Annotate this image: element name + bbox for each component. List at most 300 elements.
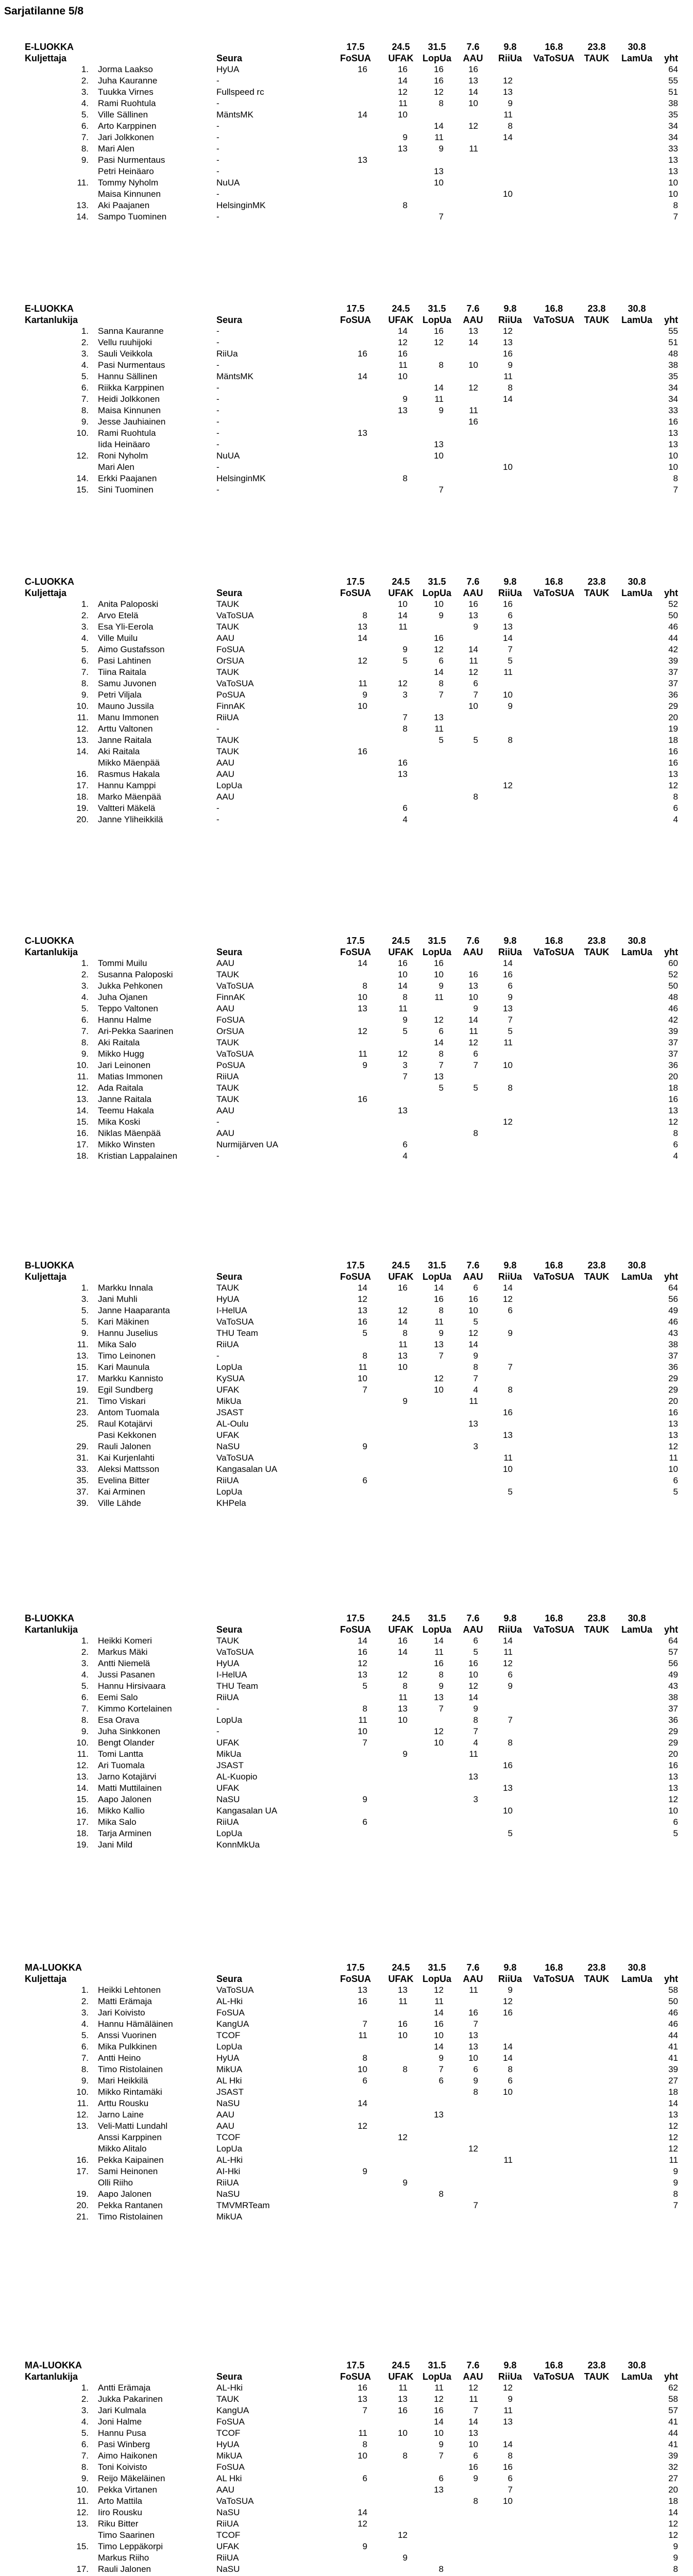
position: 6.	[81, 1692, 89, 1702]
competitor-club: FoSUA	[216, 2462, 245, 2472]
event-points: 11	[358, 2030, 367, 2040]
competitor-club: Kangasalan UA	[216, 1806, 278, 1816]
total-points: 41	[668, 2439, 678, 2449]
event-club-header: RiiUa	[498, 947, 522, 957]
standings-row	[0, 155, 693, 166]
event-points: 8	[473, 2087, 478, 2097]
competitor-club: -	[216, 485, 219, 495]
standings-row	[0, 1396, 693, 1407]
standings-row	[0, 1817, 693, 1828]
event-points: 5	[402, 1026, 408, 1036]
total-points: 29	[668, 1738, 678, 1748]
standings-row	[0, 1828, 693, 1839]
event-points: 13	[398, 769, 408, 779]
event-points: 16	[503, 349, 513, 359]
competitor-club: LopUa	[216, 1362, 243, 1372]
total-points: 49	[668, 1670, 678, 1680]
club-column-header: Seura	[216, 1624, 243, 1635]
position: 3.	[81, 1658, 89, 1668]
total-points: 7	[673, 212, 678, 222]
event-club-header: AAU	[463, 315, 483, 325]
competitor-name: Janne Haaparanta	[98, 1306, 170, 1315]
position: 21.	[76, 2212, 89, 2222]
event-points: 10	[468, 1670, 478, 1680]
event-points: 9	[508, 2394, 513, 2404]
total-points: 42	[668, 1015, 678, 1025]
competitor-name: Egil Sundberg	[98, 1385, 153, 1395]
section-header-columns	[0, 314, 693, 326]
event-points: 12	[398, 1670, 408, 1680]
event-points: 8	[438, 679, 444, 688]
total-points: 14	[668, 2098, 678, 2108]
event-points: 10	[434, 2428, 444, 2438]
standings-row	[0, 1692, 693, 1703]
position: 3.	[81, 981, 89, 991]
standings-row	[0, 1749, 693, 1760]
competitor-name: Markku Kannisto	[98, 1374, 163, 1383]
event-points: 11	[434, 394, 444, 404]
standings-row	[0, 1839, 693, 1851]
competitor-name: Mikko Mäenpää	[98, 758, 160, 768]
event-points: 14	[398, 326, 408, 336]
standings-row	[0, 1737, 693, 1749]
competitor-club: LopUa	[216, 2042, 243, 2052]
event-club-header: UFAK	[388, 315, 414, 325]
standings-row	[0, 1635, 693, 1647]
competitor-name: Tiina Raitala	[98, 667, 146, 677]
standings-row	[0, 723, 693, 735]
event-points: 11	[503, 110, 513, 120]
standings-row	[0, 2166, 693, 2177]
event-points: 7	[438, 212, 444, 222]
standings-row	[0, 473, 693, 484]
event-points: 8	[362, 2053, 367, 2063]
event-points: 7	[438, 1704, 444, 1714]
event-points: 12	[468, 383, 478, 393]
position: 3.	[81, 2405, 89, 2415]
competitor-club: -	[216, 132, 219, 142]
standings-row	[0, 1060, 693, 1071]
standings-row	[0, 2473, 693, 2484]
standings-row	[0, 746, 693, 757]
date-header: 31.5	[428, 42, 446, 52]
competitor-name: Arto Mattila	[98, 2496, 142, 2506]
total-points: 27	[668, 2473, 678, 2483]
event-points: 13	[503, 337, 513, 347]
event-points: 9	[508, 98, 513, 108]
event-points: 8	[438, 2564, 444, 2574]
standings-row	[0, 678, 693, 689]
position: 4.	[81, 98, 89, 108]
competitor-name: Tuukka Virnes	[98, 87, 154, 97]
event-points: 13	[398, 1704, 408, 1714]
event-points: 6	[508, 2473, 513, 2483]
standings-row	[0, 655, 693, 667]
event-points: 14	[468, 1340, 478, 1349]
event-points: 7	[362, 2019, 367, 2029]
date-header: 17.5	[346, 1962, 365, 1973]
position: 8.	[81, 2064, 89, 2074]
competitor-name: Juha Ojanen	[98, 992, 148, 1002]
position: 17.	[76, 781, 89, 790]
standings-row	[0, 1037, 693, 1048]
standings-row	[0, 2109, 693, 2121]
event-points: 16	[434, 1294, 444, 1304]
event-points: 16	[398, 1636, 408, 1646]
event-points: 8	[473, 1715, 478, 1725]
event-points: 9	[362, 1442, 367, 1451]
total-points: 5	[673, 1828, 678, 1838]
competitor-club: HyUA	[216, 2439, 240, 2449]
standings-row	[0, 2394, 693, 2405]
total-points: 49	[668, 1306, 678, 1315]
competitor-name: Esa Yli-Eerola	[98, 622, 154, 632]
event-points: 10	[468, 2439, 478, 2449]
event-points: 9	[402, 1396, 408, 1406]
event-club-header: AAU	[463, 1974, 483, 1984]
competitor-name: Ari-Pekka Saarinen	[98, 1026, 174, 1036]
event-points: 9	[438, 144, 444, 154]
standings-row	[0, 2177, 693, 2189]
competitor-club: NaSU	[216, 2507, 240, 2517]
standings-section	[0, 1962, 693, 2223]
total-points: 42	[668, 645, 678, 654]
competitor-name: Timo Viskari	[98, 1396, 146, 1406]
position: 31.	[76, 1453, 89, 1463]
competitor-name: Kari Mäkinen	[98, 1317, 149, 1327]
event-points: 9	[473, 1704, 478, 1714]
event-points: 13	[468, 76, 478, 86]
event-points: 10	[398, 599, 408, 609]
total-points: 13	[668, 2110, 678, 2120]
competitor-club: RiiUA	[216, 1340, 239, 1349]
competitor-club: -	[216, 815, 219, 824]
date-header: 31.5	[428, 936, 446, 946]
position: 3.	[81, 1294, 89, 1304]
competitor-club: FinnAK	[216, 992, 245, 1002]
class-name: C-LUOKKA	[25, 577, 74, 587]
event-points: 13	[358, 155, 367, 165]
competitor-name: Timo Ristolainen	[98, 2212, 163, 2222]
event-points: 8	[438, 1049, 444, 1059]
event-points: 9	[402, 1015, 408, 1025]
event-club-header: UFAK	[388, 1974, 414, 1984]
event-points: 8	[508, 1083, 513, 1093]
position: 1.	[81, 326, 89, 336]
event-points: 9	[473, 622, 478, 632]
position: 10.	[76, 2087, 89, 2097]
competitor-name: Mikko Kallio	[98, 1806, 145, 1816]
competitor-club: -	[216, 428, 219, 438]
event-points: 10	[503, 1806, 513, 1816]
competitor-club: HyUA	[216, 64, 240, 74]
competitor-name: Matias Immonen	[98, 1072, 163, 1081]
competitor-club: AAU	[216, 1004, 234, 1013]
event-points: 4	[473, 1738, 478, 1748]
event-points: 13	[434, 166, 444, 176]
competitor-club: RiiUA	[216, 2178, 239, 2188]
event-points: 16	[503, 1408, 513, 1417]
event-points: 11	[434, 132, 444, 142]
event-points: 6	[438, 2076, 444, 2086]
standings-row	[0, 1305, 693, 1316]
competitor-club: TAUK	[216, 747, 240, 756]
event-points: 16	[398, 64, 408, 74]
standings-section	[0, 1260, 693, 1509]
competitor-name: Anssi Karppinen	[98, 2132, 162, 2142]
event-points: 9	[402, 2553, 408, 2563]
event-points: 12	[398, 1306, 408, 1315]
event-points: 16	[358, 1094, 367, 1104]
total-points: 12	[668, 1794, 678, 1804]
event-points: 10	[398, 371, 408, 381]
competitor-club: JSAST	[216, 1760, 244, 1770]
event-club-header: FoSUA	[340, 315, 371, 325]
event-points: 11	[434, 1996, 444, 2006]
total-points: 18	[668, 2496, 678, 2506]
event-club-header: VaToSUA	[533, 947, 574, 957]
total-points: 12	[668, 781, 678, 790]
event-points: 14	[434, 1636, 444, 1646]
competitor-name: Jarno Kotajärvi	[98, 1772, 157, 1782]
section-header-columns	[0, 53, 693, 64]
event-points: 12	[358, 2121, 367, 2131]
event-points: 9	[508, 1328, 513, 1338]
position: 9.	[81, 1328, 89, 1338]
total-points: 58	[668, 1985, 678, 1995]
competitor-name: Hannu Sällinen	[98, 371, 158, 381]
date-header: 16.8	[545, 1613, 563, 1623]
competitor-name: Jarno Laine	[98, 2110, 144, 2120]
standings-row	[0, 2428, 693, 2439]
competitor-club: -	[216, 1151, 219, 1161]
event-points: 6	[508, 2076, 513, 2086]
position: 13.	[76, 200, 89, 210]
standings-section	[0, 303, 693, 496]
event-points: 10	[434, 1385, 444, 1395]
standings-row	[0, 2098, 693, 2109]
competitor-name: Petri Heinäaro	[98, 166, 154, 176]
event-points: 5	[508, 656, 513, 666]
event-points: 14	[468, 1015, 478, 1025]
competitor-club: THU Team	[216, 1681, 258, 1691]
event-points: 13	[398, 144, 408, 154]
event-club-header: VaToSUA	[533, 1272, 574, 1282]
competitor-name: Aapo Jalonen	[98, 2189, 151, 2199]
total-points: 29	[668, 701, 678, 711]
event-points: 11	[398, 98, 408, 108]
class-name: C-LUOKKA	[25, 936, 74, 946]
event-points: 12	[434, 87, 444, 97]
position: 25.	[76, 1419, 89, 1429]
event-points: 10	[398, 110, 408, 120]
position: 2.	[81, 611, 89, 620]
total-points: 44	[668, 2030, 678, 2040]
total-points: 48	[668, 992, 678, 1002]
competitor-club: LopUa	[216, 1487, 243, 1497]
competitor-name: Aapo Jalonen	[98, 1794, 151, 1804]
standings-row	[0, 143, 693, 155]
competitor-name: Kai Arminen	[98, 1487, 145, 1497]
event-club-header: AAU	[463, 2371, 483, 2382]
standings-row	[0, 2143, 693, 2155]
event-points: 11	[503, 1038, 513, 1047]
class-name: MA-LUOKKA	[25, 2360, 82, 2370]
event-points: 14	[434, 667, 444, 677]
date-header: 17.5	[346, 2360, 365, 2370]
section-header-columns	[0, 1271, 693, 1282]
competitor-club: -	[216, 1704, 219, 1714]
event-points: 9	[402, 645, 408, 654]
total-points: 27	[668, 2076, 678, 2086]
event-points: 12	[434, 1726, 444, 1736]
position: 14.	[76, 212, 89, 222]
event-points: 7	[438, 2451, 444, 2461]
competitor-name: Arttu Rousku	[98, 2098, 149, 2108]
total-points: 10	[668, 462, 678, 472]
total-points: 51	[668, 337, 678, 347]
competitor-name: Mikko Alitalo	[98, 2144, 147, 2154]
position: 16.	[76, 769, 89, 779]
class-name: E-LUOKKA	[25, 42, 74, 52]
total-points: 20	[668, 1072, 678, 1081]
competitor-club: HyUA	[216, 2053, 240, 2063]
competitor-name: Aki Paajanen	[98, 200, 150, 210]
event-points: 11	[503, 667, 513, 677]
competitor-club: HelsinginMK	[216, 473, 266, 483]
competitor-name: Heikki Lehtonen	[98, 1985, 161, 1995]
event-points: 6	[402, 1140, 408, 1149]
competitor-name: Valtteri Mäkelä	[98, 803, 156, 813]
event-points: 16	[358, 1317, 367, 1327]
event-points: 14	[468, 2417, 478, 2427]
competitor-name: Pasi Kekkonen	[98, 1430, 157, 1440]
event-points: 12	[434, 1374, 444, 1383]
position: 5.	[81, 1681, 89, 1691]
event-points: 16	[468, 2008, 478, 2018]
event-club-header: LopUa	[422, 1272, 451, 1282]
total-points: 20	[668, 713, 678, 722]
competitor-name: Rauli Jalonen	[98, 2564, 151, 2574]
event-points: 8	[438, 98, 444, 108]
total-points: 34	[668, 132, 678, 142]
event-points: 8	[473, 1128, 478, 1138]
position: 12.	[76, 1083, 89, 1093]
event-points: 13	[503, 87, 513, 97]
event-points: 9	[438, 611, 444, 620]
competitor-name: Aki Raitala	[98, 747, 140, 756]
competitor-club: LopUa	[216, 1828, 243, 1838]
competitor-name: Markus Riiho	[98, 2553, 149, 2563]
competitor-club: -	[216, 417, 219, 427]
total-points: 50	[668, 981, 678, 991]
event-points: 13	[358, 1306, 367, 1315]
total-points: 16	[668, 1094, 678, 1104]
total-points: 35	[668, 371, 678, 381]
competitor-name: Mikko Winsten	[98, 1140, 155, 1149]
event-points: 9	[473, 2076, 478, 2086]
total-points: 9	[673, 2178, 678, 2188]
event-points: 7	[473, 1726, 478, 1736]
event-points: 13	[503, 1004, 513, 1013]
standings-row	[0, 1373, 693, 1384]
position: 16.	[76, 2155, 89, 2165]
event-points: 7	[473, 2405, 478, 2415]
event-points: 14	[434, 1283, 444, 1293]
event-points: 9	[438, 2439, 444, 2449]
standings-section	[0, 935, 693, 1162]
position: 13.	[76, 1772, 89, 1782]
position: 1.	[81, 2383, 89, 2393]
event-points: 16	[434, 2405, 444, 2415]
competitor-club: THU Team	[216, 1328, 258, 1338]
event-points: 13	[434, 439, 444, 449]
event-club-header: FoSUA	[340, 53, 371, 63]
standings-row	[0, 791, 693, 803]
standings-row	[0, 1116, 693, 1128]
standings-row	[0, 2564, 693, 2575]
competitor-name: Heikki Komeri	[98, 1636, 152, 1646]
event-points: 14	[434, 121, 444, 131]
event-points: 12	[358, 1658, 367, 1668]
competitor-club: TMVMRTeam	[216, 2200, 270, 2210]
competitor-club: I-HelUA	[216, 1306, 247, 1315]
event-club-header: TAUK	[584, 53, 610, 63]
competitor-name: Jani Mild	[98, 1840, 133, 1850]
total-column-header: yht	[664, 947, 678, 957]
date-header: 30.8	[628, 1613, 646, 1623]
event-points: 12	[468, 121, 478, 131]
event-points: 10	[358, 992, 367, 1002]
total-points: 11	[669, 2155, 678, 2165]
competitor-club: -	[216, 326, 219, 336]
total-points: 12	[668, 2530, 678, 2540]
role-name: Kuljettaja	[25, 1974, 67, 1984]
event-points: 7	[438, 2064, 444, 2074]
position: 8.	[81, 1038, 89, 1047]
total-points: 12	[668, 2132, 678, 2142]
competitor-club: NaSU	[216, 2189, 240, 2199]
event-club-header: LamUa	[621, 1272, 653, 1282]
competitor-club: PoSUA	[216, 1060, 245, 1070]
competitor-name: Kai Kurjenlahti	[98, 1453, 155, 1463]
competitor-name: Kari Maunula	[98, 1362, 150, 1372]
total-points: 19	[668, 724, 678, 734]
date-header: 31.5	[428, 1613, 446, 1623]
event-points: 3	[473, 1442, 478, 1451]
standings-row	[0, 64, 693, 75]
total-points: 39	[668, 1026, 678, 1036]
date-header: 30.8	[628, 1962, 646, 1973]
total-points: 13	[668, 155, 678, 165]
date-header: 17.5	[346, 1613, 365, 1623]
competitor-club: KonnMkUa	[216, 1840, 260, 1850]
event-points: 9	[438, 405, 444, 415]
event-points: 12	[434, 337, 444, 347]
event-points: 8	[508, 2064, 513, 2074]
date-header: 7.6	[466, 2360, 480, 2370]
event-points: 14	[503, 958, 513, 968]
event-points: 13	[468, 611, 478, 620]
event-points: 12	[503, 76, 513, 86]
event-points: 11	[503, 2155, 513, 2165]
event-points: 9	[508, 360, 513, 370]
competitor-name: Arttu Valtonen	[98, 724, 153, 734]
competitor-name: Pekka Virtanen	[98, 2485, 157, 2495]
event-club-header: LopUa	[422, 2371, 451, 2382]
competitor-club: -	[216, 98, 219, 108]
competitor-name: Sauli Veikkola	[98, 349, 153, 359]
